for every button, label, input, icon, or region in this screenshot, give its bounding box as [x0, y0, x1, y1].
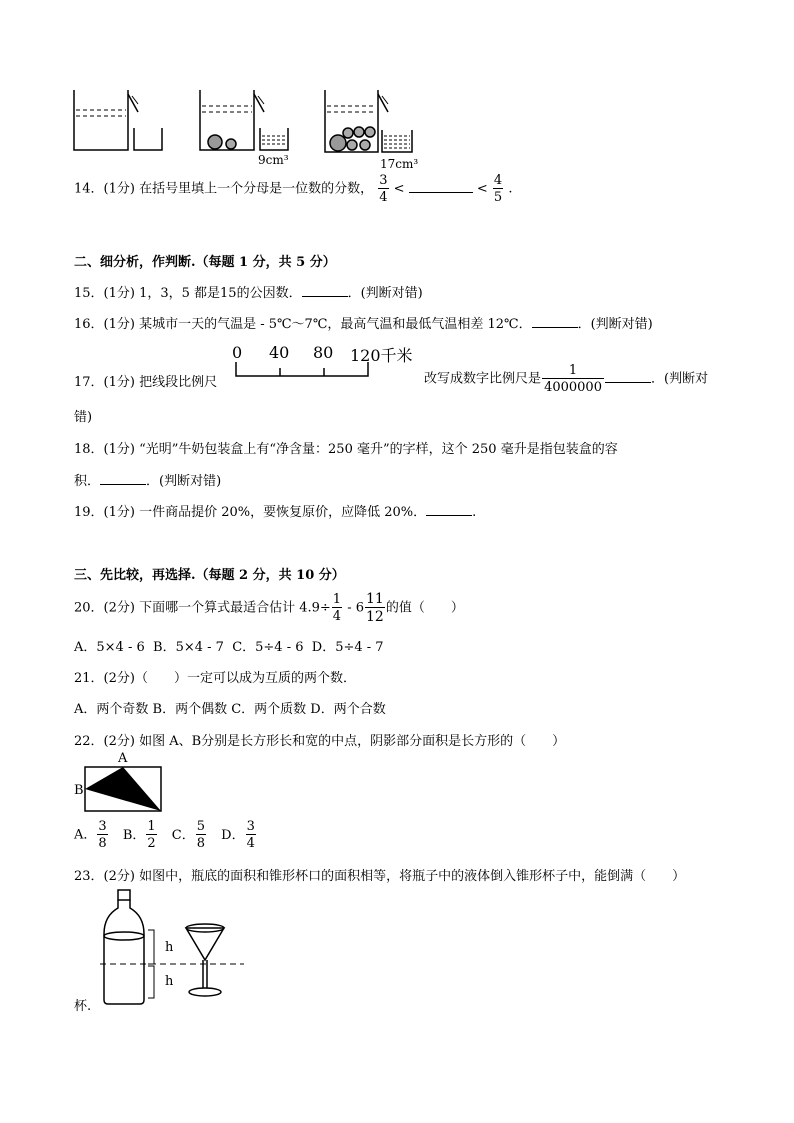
- q23-height-label-1: h: [165, 940, 174, 955]
- question-18-line2: 积． ．(判断对错): [74, 474, 222, 489]
- question-20-options: A．5×4 - 6 B．5×4 - 7 C．5÷4 - 6 D．5÷4 - 7: [74, 640, 384, 655]
- q17-scale-tick-40: 40: [269, 343, 290, 362]
- question-18-line1: 18．(1分) “光明”牛奶包装盒上有“净含量：250 毫升”的字样，这个 250 毫升是指包装盒的容: [74, 442, 618, 457]
- question-22-options: A． $\frac{3}{8}$ B． $\frac{1}{2}$ C． $\frac{5}{8}$ D． $\frac{3}{4}$: [74, 819, 255, 851]
- q14-answer-blank[interactable]: [409, 182, 473, 193]
- q14-fraction-1: $\frac{3}{4}$: [379, 173, 388, 205]
- container-1: [74, 90, 162, 150]
- q17-fraction: $\frac{1}{4000000}$: [542, 364, 604, 394]
- q22-option-a-fraction: $\frac{3}{8}$: [98, 819, 107, 851]
- question-20: 20．(2分) 下面哪一个算式最适合估计 4.9÷ $\frac{1}{4}$ - 6 $\frac{11}{12}$ 的值（ ）: [74, 591, 464, 625]
- q22-option-b-fraction: $\frac{1}{2}$: [147, 819, 156, 851]
- container-2: [200, 90, 288, 150]
- q20-mixed-fraction: $\frac{11}{12}$: [366, 591, 384, 625]
- q17-answer-blank[interactable]: [605, 372, 651, 383]
- question-17-line2: 错): [74, 410, 93, 425]
- section-3-title: 三、先比较，再选择.（每题 2 分，共 10 分）: [74, 568, 345, 583]
- question-23-tail: 杯.: [74, 999, 92, 1014]
- q22-option-c-fraction: $\frac{5}{8}$: [196, 819, 206, 851]
- q22-label-b: B: [74, 783, 84, 798]
- q18-answer-blank[interactable]: [100, 474, 146, 485]
- section-2-title: 二、细分析，作判断.（每题 1 分，共 5 分）: [74, 255, 336, 270]
- q17-scale-tick-0: 0: [232, 343, 243, 362]
- q22-option-d-fraction: $\frac{3}{4}$: [246, 819, 255, 851]
- question-17-rest: 改写成数字比例尺是 $\frac{1}{4000000}$ ．(判断对: [424, 363, 709, 395]
- container-3-volume-label: 17cm³: [380, 157, 419, 171]
- containers-figure: [70, 86, 430, 172]
- q14-text: 14．(1分) 在括号里填上一个分母是一位数的分数，: [74, 181, 374, 197]
- container-3: [325, 90, 412, 152]
- q17-scale-tick-120: 120千米: [350, 346, 413, 365]
- question-14: 14．(1分) 在括号里填上一个分母是一位数的分数， $\frac{3}{4}$ < < $\frac{4}{5}$ .: [74, 173, 513, 205]
- question-16: 16．(1分) 某城市一天的气温是 - 5℃～7℃，最高气温和最低气温相差 12℃． ．(判断对错): [74, 317, 653, 332]
- q22-rectangle-figure: [84, 766, 162, 812]
- container-2-volume-label: 9cm³: [258, 153, 289, 167]
- q22-label-a: A: [118, 751, 128, 766]
- q23-height-label-2: h: [165, 974, 174, 989]
- question-21: 21．(2分)（ ）一定可以成为互质的两个数．: [74, 671, 356, 686]
- q17-line-scale: [234, 360, 370, 380]
- q20-fraction: $\frac{1}{4}$: [332, 592, 342, 624]
- q19-answer-blank[interactable]: [426, 505, 472, 516]
- q15-answer-blank[interactable]: [302, 286, 348, 297]
- question-17-prefix: 17．(1分) 把线段比例尺: [74, 375, 218, 390]
- question-19: 19．(1分) 一件商品提价 20%，要恢复原价，应降低 20%． .: [74, 505, 477, 520]
- q17-scale-tick-80: 80: [313, 343, 334, 362]
- q16-answer-blank[interactable]: [532, 317, 578, 328]
- question-21-options: A．两个奇数 B．两个偶数 C．两个质数 D．两个合数: [74, 702, 386, 717]
- question-22: 22．(2分) 如图 A、B分别是长方形长和宽的中点，阴影部分面积是长方形的（ ）: [74, 734, 566, 749]
- question-23: 23．(2分) 如图中，瓶底的面积和锥形杯口的面积相等，将瓶子中的液体倒入锥形杯子中，能倒满（ ）: [74, 869, 686, 884]
- q14-fraction-2: $\frac{4}{5}$: [493, 173, 503, 205]
- question-15: 15．(1分) 1，3，5 都是15的公因数． ．(判断对错): [74, 286, 423, 301]
